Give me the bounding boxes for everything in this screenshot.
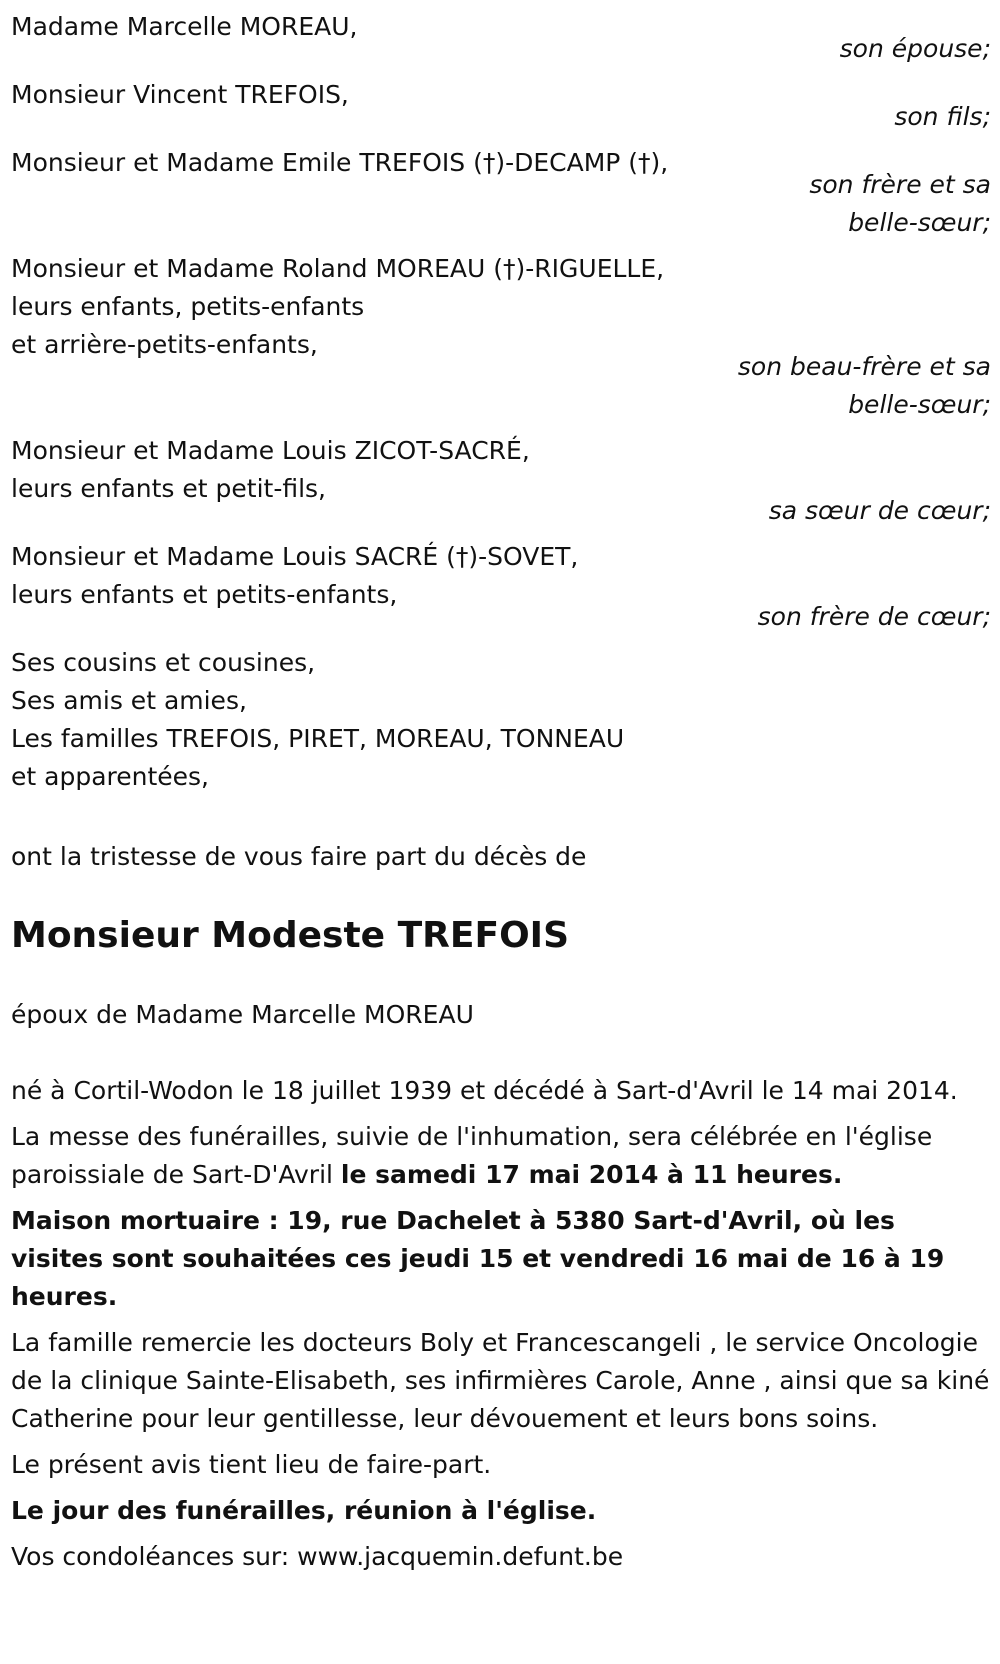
family-line: leurs enfants et petits-enfants, [11,580,398,609]
deceased-name: Monsieur Modeste TREFOIS [11,915,569,956]
relatives-line: et apparentées, [11,762,209,791]
relatives-line: Les familles TREFOIS, PIRET, MOREAU, TONNEAU [11,724,625,753]
thanks-text: La famille remercie les docteurs Boly et Francescangeli , le service Oncologie de la clinique Sainte-Elisabeth, ses infirmières Carole, Anne , ainsi que sa kiné Catherine pour leur gentillesse, leur dévouement et leurs bons soins. [11,1328,990,1433]
reunion-text: Le jour des funérailles, réunion à l'église. [11,1496,597,1525]
family-group-brother [11,144,991,242]
family-role: son frère de cœur; [757,602,991,631]
family-role: sa sœur de cœur; [768,496,991,525]
family-role: son beau-frère et sa [737,352,991,381]
family-line: Monsieur et Madame Louis ZICOT-SACRÉ, [11,436,530,465]
family-group-sister-of-heart [11,432,991,530]
family-group-brother-in-law [11,250,991,424]
condolences-text: Vos condoléances sur: www.jacquemin.defunt.be [11,1542,624,1571]
family-line: leurs enfants et petit-fils, [11,474,327,503]
announcement-text: ont la tristesse de vous faire part du décès de [11,842,587,871]
other-relatives [11,644,991,796]
mortuary-text: Maison mortuaire : 19, rue Dachelet à 5380 Sart-d'Avril, où les visites sont souhaitées ces jeudi 15 et vendredi 16 mai de 16 à 19 heures. [11,1206,945,1311]
family-group-brother-of-heart [11,538,991,636]
family-line: Madame Marcelle MOREAU, [11,12,358,41]
funeral-date: le samedi 17 mai 2014 à 11 heures. [340,1160,843,1189]
birth-death-text: né à Cortil-Wodon le 18 juillet 1939 et décédé à Sart-d'Avril le 14 mai 2014. [11,1076,958,1105]
spouse-line: époux de Madame Marcelle MOREAU [11,1000,474,1029]
family-line: Monsieur et Madame Louis SACRÉ (†)-SOVET, [11,542,579,571]
obituary-notice [11,8,991,1576]
family-role: belle-sœur; [848,208,991,237]
family-line: Monsieur et Madame Roland MOREAU (†)-RIGUELLE, [11,254,665,283]
relatives-line: Ses cousins et cousines, [11,648,316,677]
relatives-line: Ses amis et amies, [11,686,247,715]
family-group-son [11,76,991,136]
family-role: son épouse; [839,34,991,63]
funeral-text [11,1118,991,1194]
family-line: leurs enfants, petits-enfants [11,292,365,321]
family-line: et arrière-petits-enfants, [11,330,318,359]
family-role: belle-sœur; [848,390,991,419]
family-line: Monsieur Vincent TREFOIS, [11,80,349,109]
family-role: son frère et sa [809,170,991,199]
family-group-spouse [11,8,991,68]
family-line: Monsieur et Madame Emile TREFOIS (†)-DECAMP (†), [11,148,669,177]
notice-text: Le présent avis tient lieu de faire-part. [11,1450,492,1479]
family-role: son fils; [894,102,991,131]
funeral-details: La messe des funérailles, suivie de l'inhumation, sera célébrée en l'église paroissiale de Sart-D'Avril [11,1122,933,1189]
